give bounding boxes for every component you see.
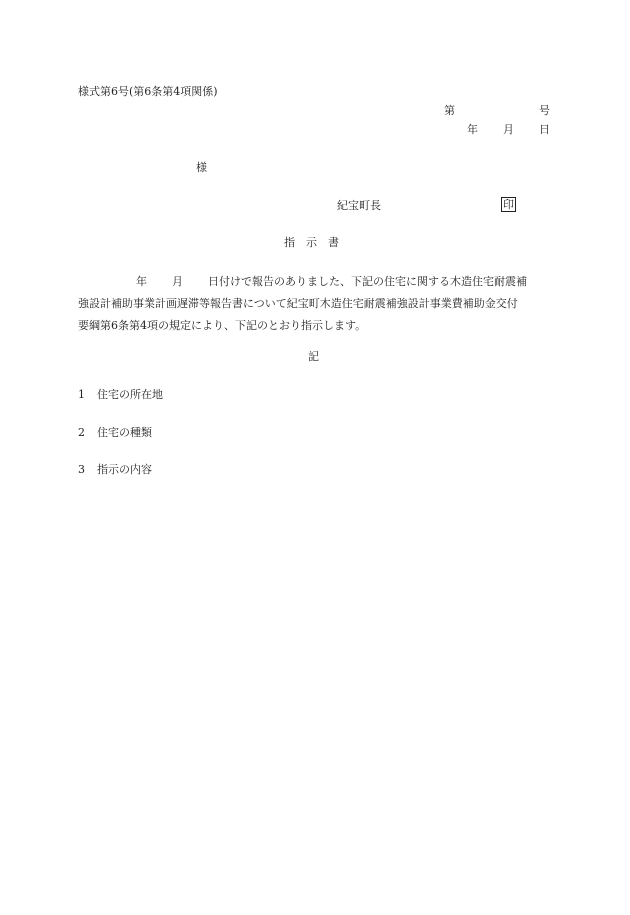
item-label: 住宅の所在地 bbox=[97, 388, 163, 401]
body-line-3: 要綱第6条第4項の規定により、下記のとおり指示します。 bbox=[78, 319, 367, 332]
number-dai: 第 bbox=[444, 104, 455, 117]
date-month: 月 bbox=[503, 123, 514, 136]
item-label: 住宅の種類 bbox=[97, 426, 152, 439]
seal-mark bbox=[501, 197, 516, 212]
body-paragraph bbox=[78, 271, 558, 337]
body-date-month: 月 bbox=[172, 275, 183, 288]
document-title: 指 示 書 bbox=[284, 236, 339, 249]
item-number: 2 bbox=[78, 426, 85, 439]
list-item bbox=[78, 388, 163, 402]
item-label: 指示の内容 bbox=[97, 463, 152, 476]
list-item bbox=[78, 463, 152, 477]
list-item bbox=[78, 426, 152, 440]
date-year: 年 bbox=[467, 123, 478, 136]
body-line-1-text: 日付けで報告のありました、下記の住宅に関する木造住宅耐震補 bbox=[208, 275, 527, 288]
ki-heading: 記 bbox=[308, 350, 319, 363]
seal-box: 印 bbox=[503, 198, 514, 211]
addressee-sama: 様 bbox=[196, 161, 207, 174]
item-number: 3 bbox=[78, 463, 85, 476]
date-day: 日 bbox=[539, 123, 550, 136]
body-line-1 bbox=[78, 271, 558, 293]
form-header: 様式第6号(第6条第4項関係) bbox=[78, 85, 218, 98]
issuer-name: 紀宝町長 bbox=[337, 199, 381, 212]
number-go: 号 bbox=[539, 104, 550, 117]
body-date-year: 年 bbox=[136, 275, 147, 288]
body-line-2: 強設計補助事業計画遅滞等報告書について紀宝町木造住宅耐震補強設計事業費補助金交付 bbox=[78, 297, 518, 310]
item-number: 1 bbox=[78, 388, 85, 401]
